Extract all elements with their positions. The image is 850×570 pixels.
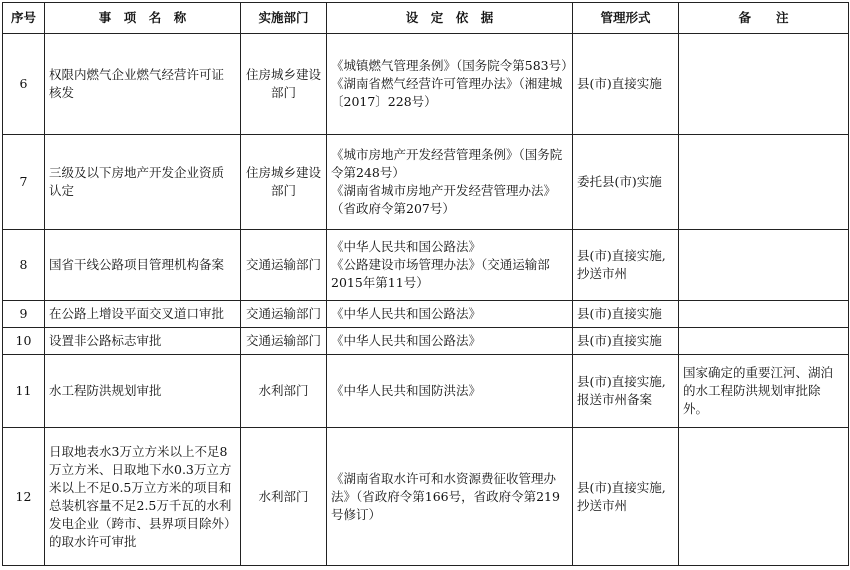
basis-line: 《中华人民共和国公路法》 [331,239,482,254]
header-basis: 设 定 依 据 [327,3,573,34]
basis-line: 《湖南省城市房地产开发经营管理办法》（省政府令第207号） [331,183,557,216]
cell-basis [327,428,573,566]
cell-basis [327,34,573,135]
cell-basis [327,230,573,301]
cell-dept: 住房城乡建设部门 [241,34,327,135]
cell-no: 7 [3,135,45,230]
cell-basis [327,328,573,355]
cell-form: 县(市)直接实施,抄送市州 [573,428,679,566]
cell-note [679,230,849,301]
table-row [3,34,849,135]
cell-form: 县(市)直接实施,抄送市州 [573,230,679,301]
cell-form: 县(市)直接实施 [573,34,679,135]
cell-note: 国家确定的重要江河、湖泊的水工程防洪规划审批除外。 [679,355,849,428]
basis-line: 《中华人民共和国公路法》 [331,333,482,348]
cell-note [679,301,849,328]
header-item: 事 项 名 称 [45,3,241,34]
header-form: 管理形式 [573,3,679,34]
cell-dept: 水利部门 [241,428,327,566]
table-row [3,328,849,355]
cell-item: 日取地表水3万立方米以上不足8万立方米、日取地下水0.3万立方米以上不足0.5万立方米的项目和总装机容量不足2.5万千瓦的水利发电企业（跨市、县界项目除外）的取水许可审批 [45,428,241,566]
table-row [3,301,849,328]
cell-no: 8 [3,230,45,301]
cell-note [679,428,849,566]
cell-item: 国省干线公路项目管理机构备案 [45,230,241,301]
approval-items-table [2,2,849,566]
table-header-row [3,3,849,34]
cell-note [679,34,849,135]
cell-dept: 交通运输部门 [241,230,327,301]
basis-line: 《中华人民共和国防洪法》 [331,383,482,398]
table-row [3,428,849,566]
cell-form: 县(市)直接实施 [573,301,679,328]
cell-dept: 交通运输部门 [241,301,327,328]
cell-item: 设置非公路标志审批 [45,328,241,355]
basis-line: 《湖南省燃气经营许可管理办法》（湘建城〔2017〕228号） [331,76,563,109]
cell-no: 9 [3,301,45,328]
cell-no: 10 [3,328,45,355]
cell-dept: 水利部门 [241,355,327,428]
header-note: 备 注 [679,3,849,34]
cell-note [679,328,849,355]
cell-no: 6 [3,34,45,135]
cell-form: 委托县(市)实施 [573,135,679,230]
cell-dept: 住房城乡建设部门 [241,135,327,230]
table-row [3,230,849,301]
cell-item: 水工程防洪规划审批 [45,355,241,428]
basis-line: 《城市房地产开发经营管理条例》（国务院令第248号） [331,147,563,180]
cell-item: 权限内燃气企业燃气经营许可证核发 [45,34,241,135]
basis-line: 《城镇燃气管理条例》（国务院令第583号） [331,58,574,73]
header-no: 序号 [3,3,45,34]
cell-dept: 交通运输部门 [241,328,327,355]
cell-basis [327,301,573,328]
cell-no: 12 [3,428,45,566]
basis-line: 《中华人民共和国公路法》 [331,306,482,321]
cell-no: 11 [3,355,45,428]
basis-line: 《公路建设市场管理办法》（交通运输部2015年第11号） [331,257,550,290]
table-row [3,135,849,230]
cell-item: 三级及以下房地产开发企业资质认定 [45,135,241,230]
cell-item: 在公路上增设平面交叉道口审批 [45,301,241,328]
basis-line: 《湖南省取水许可和水资源费征收管理办法》（省政府令第166号，省政府令第219号修订） [331,470,560,522]
cell-basis [327,355,573,428]
table-row [3,355,849,428]
cell-form: 县(市)直接实施,报送市州备案 [573,355,679,428]
cell-note [679,135,849,230]
cell-basis [327,135,573,230]
header-dept: 实施部门 [241,3,327,34]
cell-form: 县(市)直接实施 [573,328,679,355]
